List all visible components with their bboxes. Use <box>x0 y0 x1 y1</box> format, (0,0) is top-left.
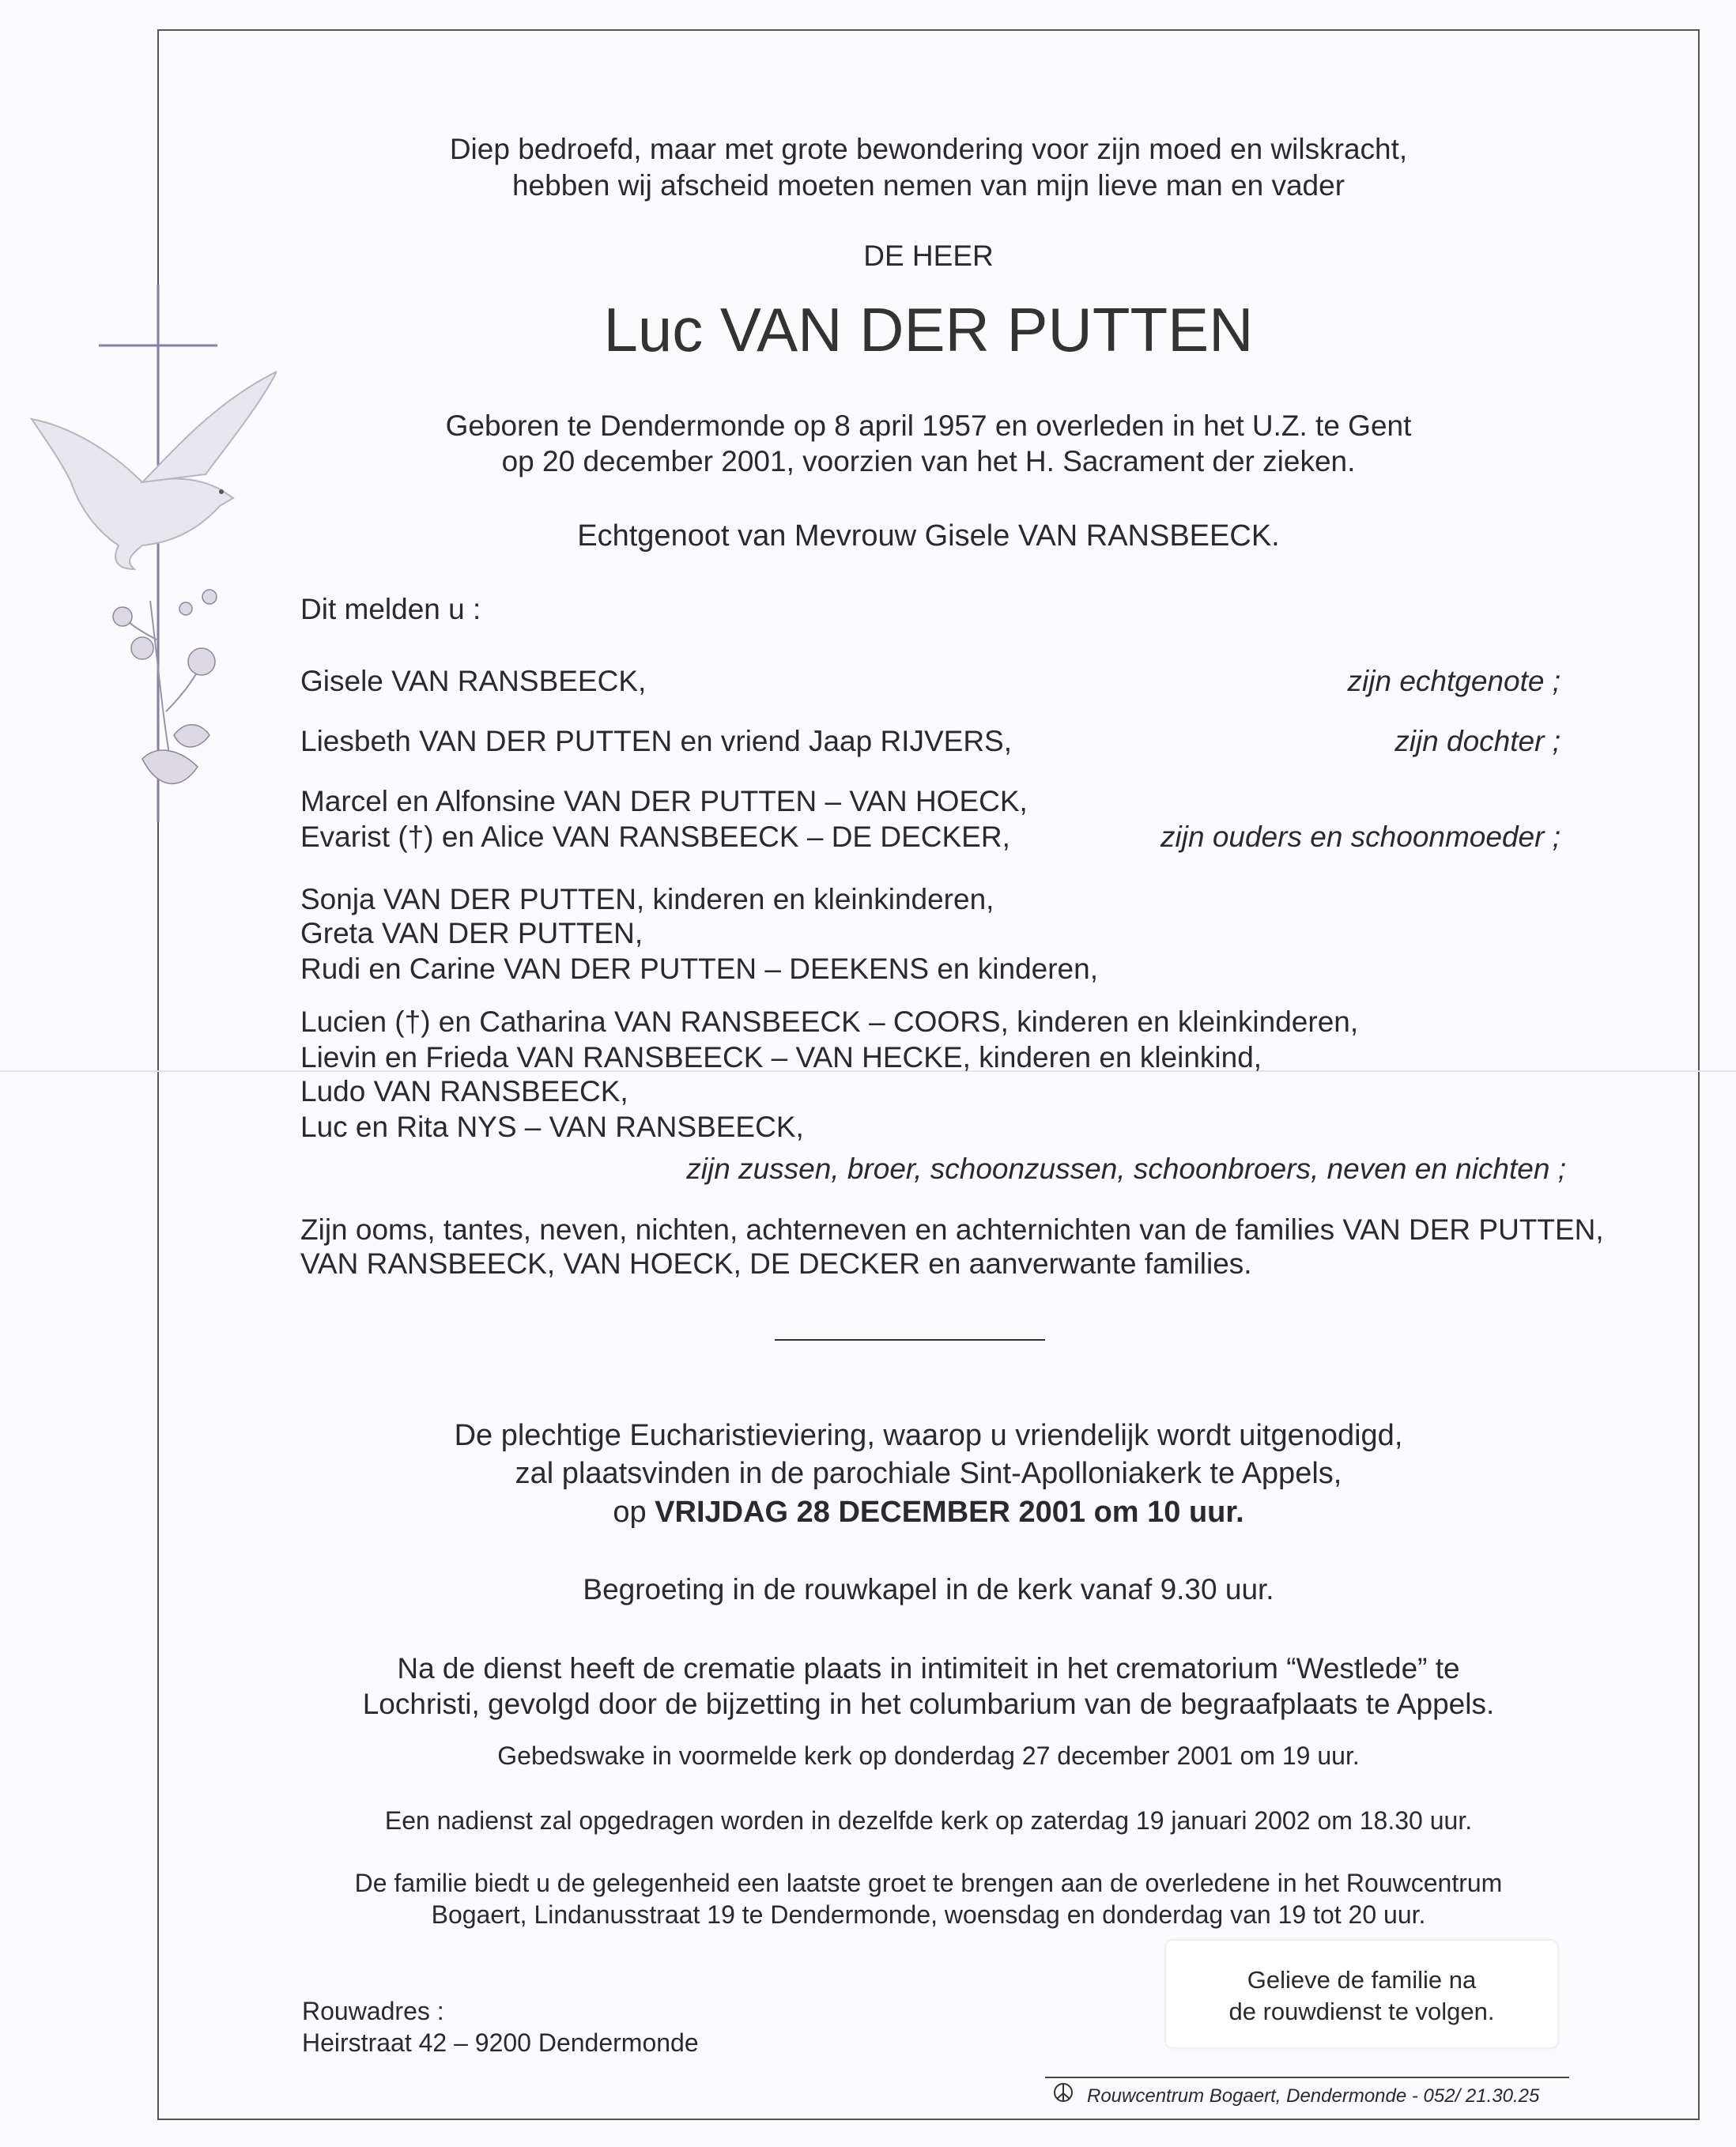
sibling-line: Ludo VAN RANSBEECK, <box>300 1075 628 1107</box>
birth-death-line-2: op 20 december 2001, voorzien van het H. Sacrament der zieken. <box>501 445 1356 477</box>
sibling-line: Lievin en Frieda VAN RANSBEECK – VAN HECKE, kinderen en kleinkind, <box>300 1041 1262 1074</box>
visitation-line-2: Bogaert, Lindanusstraat 19 te Dendermonde, woensdag en donderdag van 19 tot 20 uur. <box>431 1900 1426 1929</box>
parents-line-2: Evarist (†) en Alice VAN RANSBEECK – DE DECKER, <box>300 821 1010 853</box>
spouse-name: Gisele VAN RANSBEECK, <box>300 665 647 697</box>
note-line-2: de rouwdienst te volgen. <box>1228 1998 1495 2025</box>
parents-relation: zijn ouders en schoonmoeder ; <box>1160 821 1561 853</box>
birth-death-line-1: Geboren te Dendermonde op 8 april 1957 en overleden in het U.Z. te Gent <box>445 409 1412 442</box>
announce-text: Dit melden u : <box>300 593 481 625</box>
spouse-line: Echtgenoot van Mevrouw Gisele VAN RANSBEECK. <box>577 519 1280 553</box>
sibling-line: Rudi en Carine VAN DER PUTTEN – DEEKENS en kinderen, <box>300 953 1098 985</box>
service-date <box>157 1496 1700 1530</box>
greeting-line: Begroeting in de rouwkapel in de kerk vanaf 9.30 uur. <box>583 1573 1274 1606</box>
footer-rule <box>1045 2077 1569 2078</box>
intro-line-2: hebben wij afscheid moeten nemen van mijn lieve man en vader <box>511 169 1345 202</box>
peace-emblem-icon <box>1051 2081 1075 2104</box>
families-line-1: Zijn ooms, tantes, neven, nichten, achterneven en achternichten van de families VAN DER PUTTEN, <box>300 1213 1604 1246</box>
address-label: Rouwadres : <box>302 1997 444 2025</box>
siblings-relation: zijn zussen, broer, schoonzussen, schoonbroers, neven en nichten ; <box>686 1153 1566 1185</box>
section-divider <box>775 1339 1045 1341</box>
sibling-line: Greta VAN DER PUTTEN, <box>300 917 643 949</box>
note-line-1: Gelieve de familie na <box>1247 1966 1477 1994</box>
intro-line-1: Diep bedroefd, maar met grote bewondering voor zijn moed en wilskracht, <box>449 133 1408 165</box>
service-date-bold: VRIJDAG 28 DECEMBER 2001 om 10 uur. <box>655 1496 1244 1529</box>
daughter-relation: zijn dochter ; <box>1394 725 1561 757</box>
parents-line-1: Marcel en Alfonsine VAN DER PUTTEN – VAN HOECK, <box>300 785 1028 817</box>
families-line-2: VAN RANSBEECK, VAN HOECK, DE DECKER en aanverwante families. <box>300 1247 1252 1280</box>
sibling-line: Lucien (†) en Catharina VAN RANSBEECK – COORS, kinderen en kleinkinderen, <box>300 1006 1359 1038</box>
title-prefix: DE HEER <box>863 240 994 272</box>
service-line-1: De plechtige Eucharistieviering, waarop u vriendelijk wordt uitgenodigd, <box>454 1419 1403 1452</box>
spouse-relation: zijn echtgenote ; <box>1347 665 1561 697</box>
visitation-line-1: De familie biedt u de gelegenheid een laatste groet te brengen aan de overledene in het Rouwcentrum <box>354 1869 1503 1897</box>
sibling-line: Luc en Rita NYS – VAN RANSBEECK, <box>300 1111 804 1143</box>
service-date-prefix: op <box>613 1496 655 1529</box>
sibling-line: Sonja VAN DER PUTTEN, kinderen en kleinkinderen, <box>300 883 994 915</box>
vigil-line: Gebedswake in voormelde kerk op donderdag 27 december 2001 om 19 uur. <box>497 1741 1360 1770</box>
footer-text: Rouwcentrum Bogaert, Dendermonde - 052/ 21.30.25 <box>1087 2085 1540 2107</box>
memorial-line: Een nadienst zal opgedragen worden in dezelfde kerk op zaterdag 19 januari 2002 om 18.30 uur. <box>384 1806 1473 1835</box>
service-line-2: zal plaatsvinden in de parochiale Sint-Apolloniakerk te Appels, <box>515 1457 1342 1490</box>
flower-icon <box>113 590 217 783</box>
daughter-name: Liesbeth VAN DER PUTTEN en vriend Jaap RIJVERS, <box>300 725 1012 757</box>
deceased-name: Luc VAN DER PUTTEN <box>603 295 1254 364</box>
address-value: Heirstraat 42 – 9200 Dendermonde <box>302 2028 699 2057</box>
cremation-line-2: Lochristi, gevolgd door de bijzetting in het columbarium van de begraafplaats te Appels. <box>362 1688 1495 1720</box>
cremation-line-1: Na de dienst heeft de crematie plaats in intimiteit in het crematorium “Westlede” te <box>397 1652 1460 1685</box>
